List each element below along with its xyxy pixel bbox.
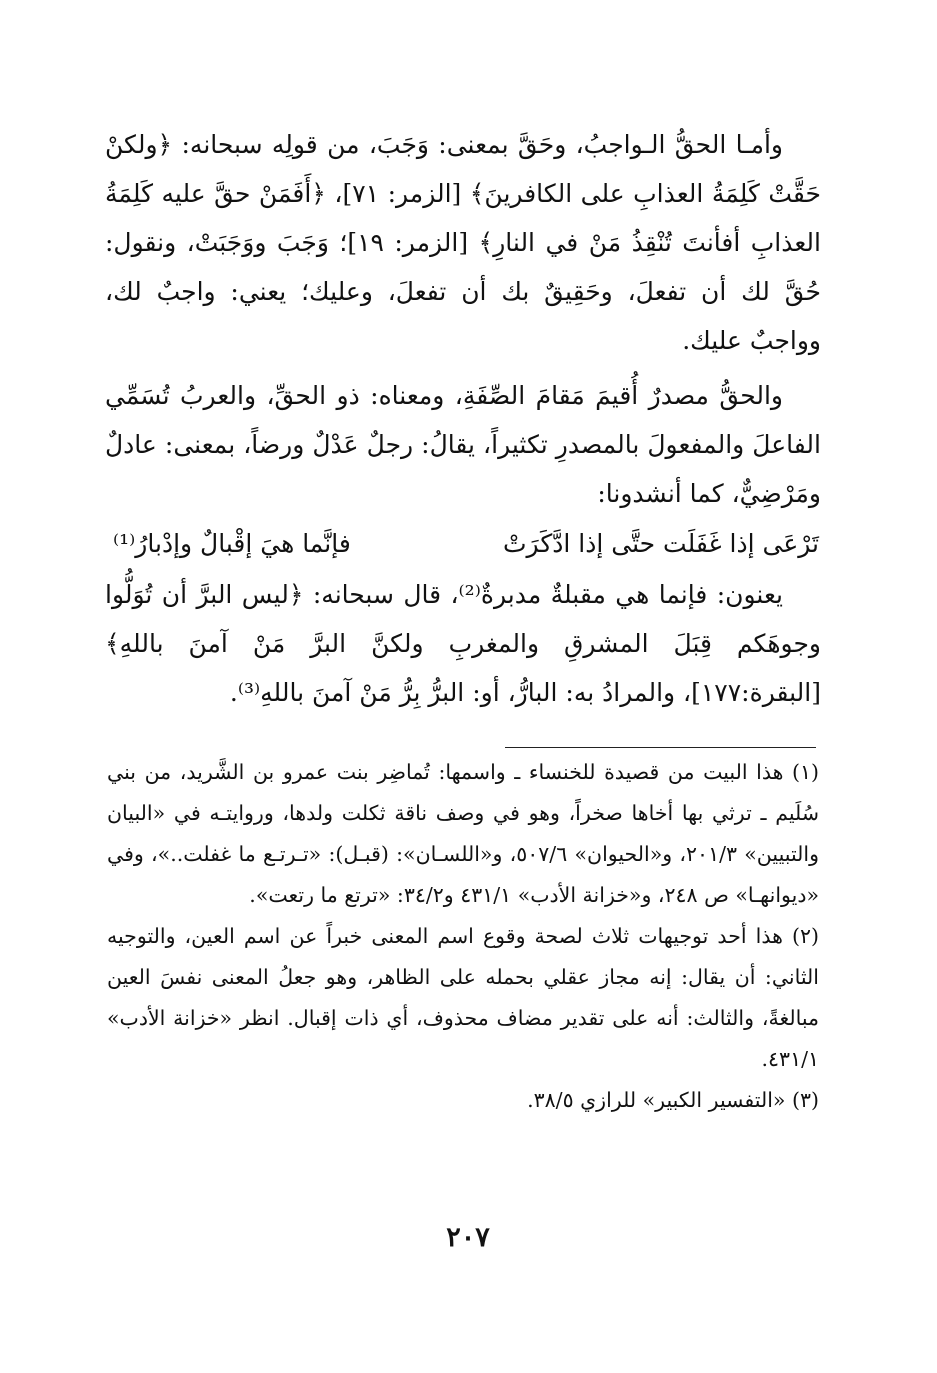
verse-first-hemistich: تَرْعَى إذا غَفَلَت حتَّى إذا ادَّكَرَتْ: [503, 529, 819, 558]
footnote-1: (١) هذا البيت من قصيدة للخنساء ـ واسمها: تُماضِر بنت عمرو بن الشَّريد، من بني سُلَيم ـ ترثي بها أخاها صخراً، وهو في وصف ناقة ثكلت ولدها، وروايتـه في «البيان والتبيين» ٢٠١/٣، و«الحيوان» ٥٠٧/٦، و«اللسـان»: (قبـل): «تـرتـع ما غفلت..»، وفي «ديوانهـا» ص ٢٤٨، و«خزانة الأدب» ٤٣١/١ و٣٤/٢: «ترتع ما رتعت».: [107, 760, 819, 907]
paragraph-birr: يعنون: فإنما هي مقبلةٌ مدبرةٌ⁽²⁾، قال سبحانه: ﴿ليس البرَّ أن تُوَلُّوا وجوهَكم قِبَلَ المشرقِ والمغربِ ولكنَّ البرَّ مَنْ آمنَ باللهِ﴾ [البقرة:١٧٧]، والمرادُ به: البارُّ، أو: البرُّ بِرُّ مَنْ آمنَ باللهِ⁽³⁾.: [105, 580, 821, 707]
verse-second-hemistich: فإنَّما هيَ إقْبالٌ وإدْبارُ⁽¹⁾: [113, 529, 351, 558]
page-number: ٢٠٧: [446, 1222, 490, 1253]
main-text: [105, 120, 821, 717]
footnote-divider: [505, 747, 816, 748]
poetry-verse: [105, 518, 821, 570]
paragraph-haqq-wajib: وأمـا الحقُّ الـواجبُ، وحَقَّ بمعنى: وَجَبَ، من قولِه سبحانه: ﴿ولكنْ حَقَّتْ كَلِمَةُ العذابِ على الكافرينَ﴾ [الزمر: ٧١]، ﴿أَفَمَنْ حقَّ عليه كَلِمَةُ العذابِ أفأنتَ تُنْقِذُ مَنْ في النارِ﴾ [الزمر: ١٩]؛ وَجَبَ ووَجَبَتْ، ونقول: حُقَّ لك أن تفعلَ، وحَقِيقٌ بك أن تفعلَ، وعليك؛ يعني: واجبٌ لك، وواجبٌ عليك.: [105, 130, 821, 355]
footnotes: [107, 752, 819, 1121]
footnote-3: (٣) «التفسير الكبير» للرازي ٣٨/٥.: [527, 1088, 819, 1112]
paragraph-haqq-masdar: والحقُّ مصدرٌ أُقيمَ مَقامَ الصِّفَةِ، ومعناه: ذو الحقِّ، والعربُ تُسَمِّي الفاعلَ والمفعولَ بالمصدرِ تكثيراً، يقالُ: رجلٌ عَدْلٌ ورضاً، بمعنى: عادلٌ ومَرْضِيٌّ، كما أنشدونا:: [105, 381, 821, 508]
footnote-2: (٢) هذا أحد توجيهات ثلاث لصحة وقوع اسم المعنى خبراً عن اسم العين، والتوجيه الثاني: أن يقال: إنه مجاز عقلي بحمله على الظاهر، وهو جعلُ المعنى نفسَ العين مبالغةً، والثالث: أنه على تقدير مضاف محذوف، أي ذات إقبال. انظر «خزانة الأدب» ٤٣١/١.: [107, 924, 819, 1071]
